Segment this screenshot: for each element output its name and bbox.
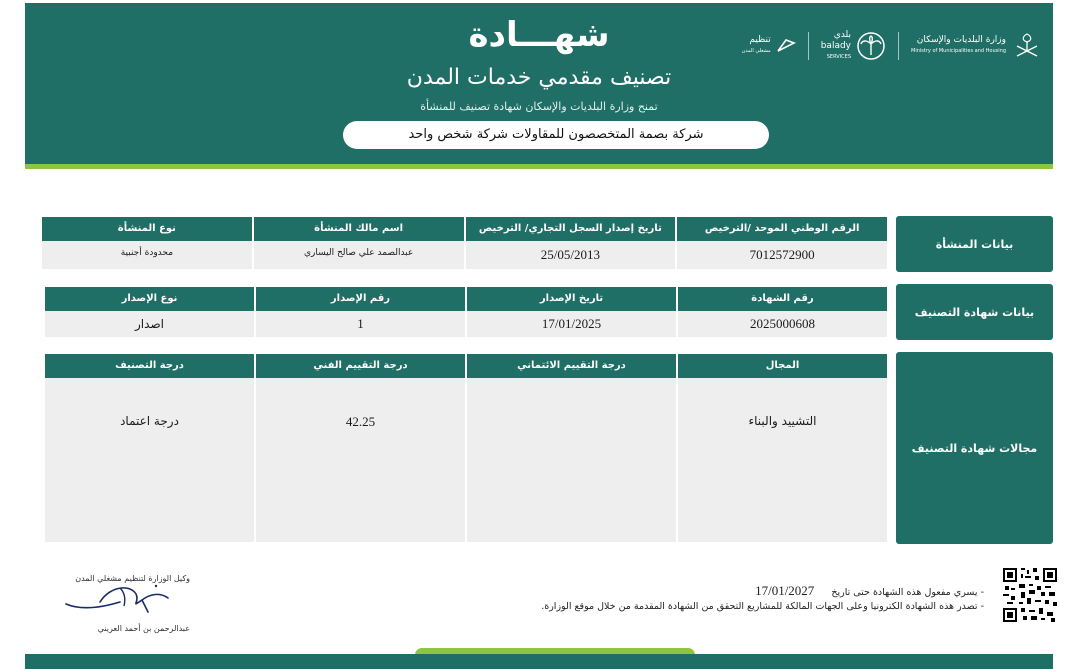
- establishment-header-type: نوع المنشأة: [40, 217, 252, 241]
- signatory-name: عبدالرحمن بن أحمد العريني: [97, 624, 190, 633]
- tanzeem-logo: [742, 35, 796, 57]
- certificate-issue-date: 17/01/2025: [465, 311, 676, 337]
- establishment-table: [40, 217, 887, 269]
- ministry-name: وزارة البلديات والإسكان: [916, 35, 1006, 45]
- certificate-header-issue-number: رقم الإصدار: [254, 287, 465, 311]
- ministry-name-en: Ministry of Municipalities and Housing: [911, 48, 1006, 54]
- certificate-issue-type: اصدار: [43, 311, 254, 337]
- establishment-header-owner: اسم مالك المنشأة: [252, 217, 464, 241]
- saudi-emblem-icon: [1011, 30, 1043, 62]
- certificate-footer: [25, 654, 1053, 669]
- certificate-subtitle: تصنيف مقدمي خدمات المدن: [406, 65, 672, 90]
- establishment-header-cr-date: تاريخ إصدار السجل التجاري/ الترخيص: [464, 217, 676, 241]
- balady-ar-label: بلدي: [833, 29, 852, 40]
- certificate-number: 2025000608: [676, 311, 887, 337]
- tanzeem-sub: مشغلي المدن: [741, 48, 771, 54]
- certificate-section-label: بيانات شهادة التصنيف: [896, 284, 1053, 340]
- establishment-owner: عبدالصمد علي صالح اليساري: [252, 241, 464, 269]
- fields-header-grade: درجة التصنيف: [43, 354, 254, 378]
- validity-prefix: - يسري مفعول هذه الشهادة حتى تاريخ: [831, 587, 984, 598]
- establishment-cr-date: 25/05/2013: [464, 241, 676, 269]
- fields-table: [43, 354, 887, 542]
- establishment-national-id: 7012572900: [675, 241, 887, 269]
- balady-sub-label: SERVICES: [826, 53, 852, 60]
- header-accent-stripe: [25, 164, 1053, 169]
- company-name: شركة بصمة المتخصصون للمقاولات شركة شخص واحد: [343, 121, 769, 149]
- certificate-header-issue-date: تاريخ الإصدار: [465, 287, 676, 311]
- certificate-tagline: تمنح وزارة البلديات والإسكان شهادة تصنيف للمنشأة: [420, 100, 658, 113]
- ministry-logo: [911, 30, 1043, 62]
- fields-technical-score: 42.25: [254, 378, 465, 542]
- certificate-issue-number: 1: [254, 311, 465, 337]
- verification-qr-code[interactable]: [1003, 568, 1057, 622]
- fields-header-domain: المجال: [676, 354, 887, 378]
- fields-header-credit-score: درجة التقييم الائتماني: [465, 354, 676, 378]
- certificate-notes: [541, 584, 984, 614]
- certificate-header: [25, 3, 1053, 166]
- certificate-header-number: رقم الشهادة: [676, 287, 887, 311]
- establishment-section-label: بيانات المنشأة: [896, 216, 1053, 272]
- certificate-header-issue-type: نوع الإصدار: [43, 287, 254, 311]
- establishment-type: محدودة أجنبية: [40, 241, 252, 269]
- certificate-title: شهـــادة: [468, 15, 610, 55]
- validity-date: 17/01/2027: [755, 583, 815, 598]
- fields-header-technical-score: درجة التقييم الفني: [254, 354, 465, 378]
- tanzeem-icon: [776, 37, 796, 55]
- logo-divider: [898, 32, 899, 60]
- fields-grade: درجة اعتماد: [43, 378, 254, 542]
- logo-divider: [808, 32, 809, 60]
- certificate-table: [43, 287, 887, 337]
- establishment-header-national-id: الرقم الوطني الموحد /الترخيص: [675, 217, 887, 241]
- balady-en-label: balady: [820, 40, 852, 51]
- balady-logo: [821, 30, 886, 63]
- fields-domain: التشييد والبناء: [676, 378, 887, 542]
- signatory-title: وكيل الوزارة لتنظيم مشغلي المدن: [75, 574, 190, 583]
- fields-section-label: مجالات شهادة التصنيف: [896, 352, 1053, 544]
- validity-note: [541, 584, 984, 600]
- verification-note: - تصدر هذه الشهادة الكترونيا وعلى الجهات المالكة للمشاريع التحقق من الشهادة المقدمة من خلال موقع الوزارة.: [541, 601, 984, 612]
- fields-credit-score: [465, 378, 676, 542]
- balady-palm-icon: [856, 31, 886, 61]
- header-logos: [742, 21, 1043, 71]
- tanzeem-label: تنظيم: [749, 35, 771, 45]
